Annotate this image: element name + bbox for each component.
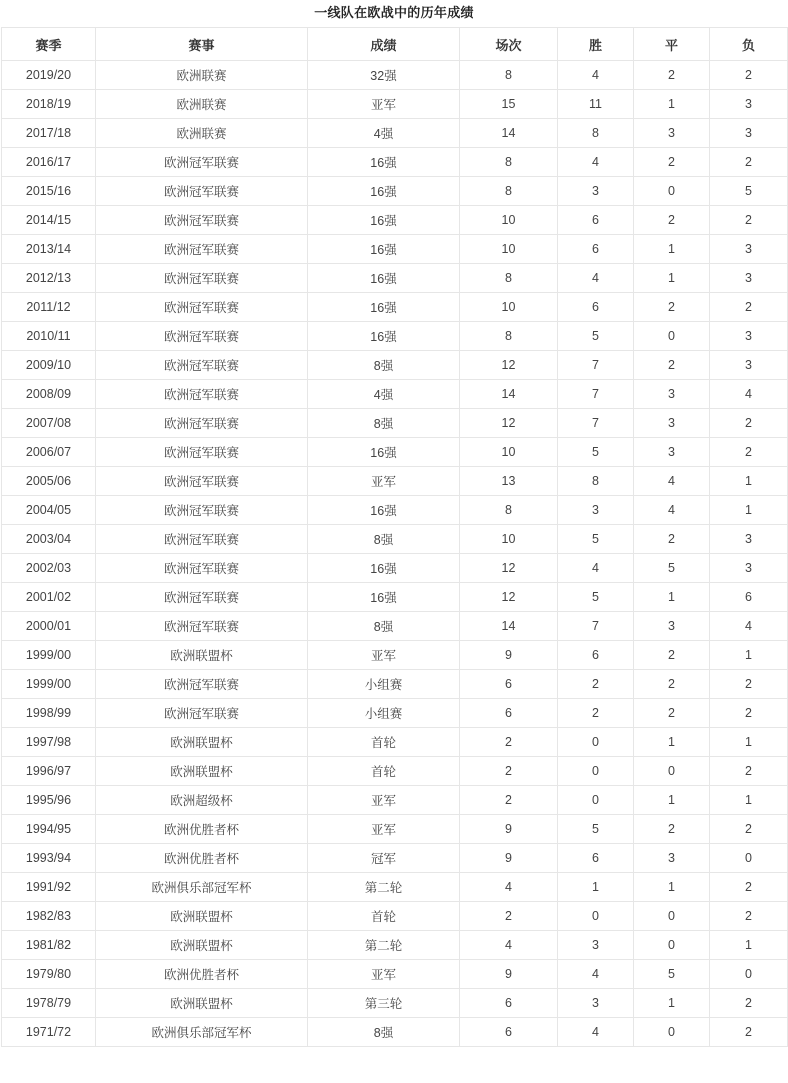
cell-season: 1996/97: [2, 757, 96, 786]
cell-draw: 1: [634, 235, 710, 264]
cell-result: 亚军: [308, 641, 460, 670]
cell-draw: 2: [634, 293, 710, 322]
cell-win: 7: [558, 612, 634, 641]
cell-season: 2016/17: [2, 148, 96, 177]
cell-loss: 3: [710, 90, 788, 119]
cell-result: 首轮: [308, 757, 460, 786]
cell-win: 4: [558, 61, 634, 90]
cell-played: 8: [460, 148, 558, 177]
cell-competition: 欧洲冠军联赛: [96, 699, 308, 728]
table-row: [2, 206, 788, 235]
cell-result: 4强: [308, 119, 460, 148]
cell-draw: 0: [634, 322, 710, 351]
cell-played: 9: [460, 844, 558, 873]
cell-played: 9: [460, 641, 558, 670]
cell-draw: 1: [634, 728, 710, 757]
cell-loss: 1: [710, 641, 788, 670]
cell-win: 4: [558, 554, 634, 583]
cell-draw: 2: [634, 148, 710, 177]
cell-season: 2001/02: [2, 583, 96, 612]
cell-played: 13: [460, 467, 558, 496]
cell-played: 2: [460, 902, 558, 931]
cell-draw: 4: [634, 496, 710, 525]
cell-draw: 5: [634, 554, 710, 583]
cell-loss: 0: [710, 844, 788, 873]
cell-win: 4: [558, 1018, 634, 1047]
cell-draw: 2: [634, 525, 710, 554]
cell-played: 10: [460, 206, 558, 235]
cell-loss: 1: [710, 467, 788, 496]
cell-season: 1991/92: [2, 873, 96, 902]
cell-played: 6: [460, 1018, 558, 1047]
table-row: [2, 699, 788, 728]
table-row: [2, 960, 788, 989]
cell-season: 2006/07: [2, 438, 96, 467]
cell-result: 第二轮: [308, 931, 460, 960]
cell-result: 16强: [308, 235, 460, 264]
cell-played: 6: [460, 670, 558, 699]
cell-result: 16强: [308, 148, 460, 177]
cell-draw: 4: [634, 467, 710, 496]
cell-played: 8: [460, 264, 558, 293]
table-row: [2, 496, 788, 525]
page-title: 一线队在欧战中的历年成绩: [314, 5, 474, 20]
cell-season: 1981/82: [2, 931, 96, 960]
cell-competition: 欧洲冠军联赛: [96, 670, 308, 699]
cell-season: 2014/15: [2, 206, 96, 235]
cell-win: 6: [558, 293, 634, 322]
cell-win: 3: [558, 177, 634, 206]
cell-win: 11: [558, 90, 634, 119]
cell-played: 2: [460, 786, 558, 815]
cell-result: 8强: [308, 612, 460, 641]
cell-season: 1979/80: [2, 960, 96, 989]
cell-played: 9: [460, 815, 558, 844]
column-header-season: 赛季: [2, 28, 96, 61]
cell-played: 8: [460, 496, 558, 525]
cell-win: 6: [558, 844, 634, 873]
table-row: [2, 757, 788, 786]
cell-win: 1: [558, 873, 634, 902]
cell-competition: 欧洲冠军联赛: [96, 554, 308, 583]
cell-result: 32强: [308, 61, 460, 90]
table-header-row: [2, 28, 788, 61]
cell-draw: 0: [634, 1018, 710, 1047]
cell-result: 第二轮: [308, 873, 460, 902]
cell-season: 2017/18: [2, 119, 96, 148]
table-row: [2, 293, 788, 322]
cell-draw: 2: [634, 670, 710, 699]
cell-draw: 3: [634, 612, 710, 641]
table-row: [2, 873, 788, 902]
cell-competition: 欧洲冠军联赛: [96, 380, 308, 409]
cell-competition: 欧洲联赛: [96, 119, 308, 148]
cell-loss: 4: [710, 380, 788, 409]
cell-competition: 欧洲联盟杯: [96, 757, 308, 786]
cell-competition: 欧洲联盟杯: [96, 989, 308, 1018]
cell-season: 2004/05: [2, 496, 96, 525]
cell-result: 亚军: [308, 960, 460, 989]
cell-competition: 欧洲冠军联赛: [96, 612, 308, 641]
column-header-draw: 平: [634, 28, 710, 61]
table-row: [2, 670, 788, 699]
cell-win: 5: [558, 583, 634, 612]
cell-result: 冠军: [308, 844, 460, 873]
cell-result: 亚军: [308, 786, 460, 815]
cell-loss: 2: [710, 902, 788, 931]
table-row: [2, 235, 788, 264]
cell-draw: 2: [634, 206, 710, 235]
table-row: [2, 90, 788, 119]
cell-loss: 3: [710, 322, 788, 351]
table-row: [2, 380, 788, 409]
cell-competition: 欧洲冠军联赛: [96, 235, 308, 264]
cell-win: 0: [558, 902, 634, 931]
cell-loss: 5: [710, 177, 788, 206]
cell-draw: 0: [634, 757, 710, 786]
cell-win: 8: [558, 467, 634, 496]
cell-win: 4: [558, 960, 634, 989]
cell-result: 首轮: [308, 902, 460, 931]
cell-season: 2005/06: [2, 467, 96, 496]
page-bottom-spacer: [0, 1047, 788, 1083]
cell-competition: 欧洲联盟杯: [96, 902, 308, 931]
cell-competition: 欧洲冠军联赛: [96, 467, 308, 496]
cell-loss: 1: [710, 786, 788, 815]
cell-played: 10: [460, 438, 558, 467]
cell-played: 4: [460, 931, 558, 960]
cell-played: 2: [460, 728, 558, 757]
cell-win: 0: [558, 757, 634, 786]
cell-played: 15: [460, 90, 558, 119]
cell-win: 5: [558, 525, 634, 554]
table-row: [2, 119, 788, 148]
cell-competition: 欧洲超级杯: [96, 786, 308, 815]
cell-draw: 2: [634, 61, 710, 90]
column-header-played: 场次: [460, 28, 558, 61]
cell-win: 4: [558, 264, 634, 293]
cell-competition: 欧洲联赛: [96, 61, 308, 90]
cell-win: 7: [558, 409, 634, 438]
cell-result: 16强: [308, 583, 460, 612]
cell-win: 2: [558, 670, 634, 699]
cell-competition: 欧洲优胜者杯: [96, 960, 308, 989]
cell-season: 2013/14: [2, 235, 96, 264]
cell-loss: 1: [710, 931, 788, 960]
cell-loss: 2: [710, 293, 788, 322]
cell-result: 8强: [308, 351, 460, 380]
cell-played: 12: [460, 409, 558, 438]
cell-draw: 1: [634, 873, 710, 902]
cell-result: 16强: [308, 293, 460, 322]
cell-loss: 2: [710, 61, 788, 90]
cell-result: 16强: [308, 322, 460, 351]
cell-draw: 2: [634, 699, 710, 728]
cell-loss: 4: [710, 612, 788, 641]
cell-result: 亚军: [308, 90, 460, 119]
cell-draw: 2: [634, 351, 710, 380]
cell-season: 1971/72: [2, 1018, 96, 1047]
cell-draw: 0: [634, 931, 710, 960]
cell-loss: 2: [710, 409, 788, 438]
table-row: [2, 264, 788, 293]
cell-result: 4强: [308, 380, 460, 409]
cell-season: 1999/00: [2, 641, 96, 670]
cell-loss: 3: [710, 119, 788, 148]
cell-played: 2: [460, 757, 558, 786]
cell-played: 4: [460, 873, 558, 902]
cell-competition: 欧洲冠军联赛: [96, 351, 308, 380]
cell-competition: 欧洲联盟杯: [96, 728, 308, 757]
cell-season: 1999/00: [2, 670, 96, 699]
cell-loss: 3: [710, 235, 788, 264]
column-header-competition: 赛事: [96, 28, 308, 61]
cell-season: 1978/79: [2, 989, 96, 1018]
cell-draw: 3: [634, 409, 710, 438]
table-row: [2, 177, 788, 206]
cell-result: 16强: [308, 438, 460, 467]
cell-season: 2019/20: [2, 61, 96, 90]
cell-competition: 欧洲俱乐部冠军杯: [96, 1018, 308, 1047]
table-row: [2, 815, 788, 844]
table-row: [2, 351, 788, 380]
cell-season: 2010/11: [2, 322, 96, 351]
cell-competition: 欧洲联盟杯: [96, 641, 308, 670]
cell-competition: 欧洲冠军联赛: [96, 148, 308, 177]
cell-played: 8: [460, 322, 558, 351]
table-row: [2, 148, 788, 177]
cell-draw: 1: [634, 583, 710, 612]
cell-result: 亚军: [308, 815, 460, 844]
cell-season: 1982/83: [2, 902, 96, 931]
cell-result: 16强: [308, 177, 460, 206]
table-row: [2, 641, 788, 670]
cell-loss: 2: [710, 206, 788, 235]
cell-played: 12: [460, 583, 558, 612]
cell-result: 亚军: [308, 467, 460, 496]
table-row: [2, 554, 788, 583]
cell-result: 第三轮: [308, 989, 460, 1018]
cell-played: 8: [460, 177, 558, 206]
cell-win: 8: [558, 119, 634, 148]
cell-draw: 3: [634, 380, 710, 409]
cell-win: 5: [558, 322, 634, 351]
cell-win: 2: [558, 699, 634, 728]
table-row: [2, 467, 788, 496]
cell-competition: 欧洲冠军联赛: [96, 293, 308, 322]
cell-competition: 欧洲冠军联赛: [96, 177, 308, 206]
cell-draw: 5: [634, 960, 710, 989]
cell-season: 2011/12: [2, 293, 96, 322]
table-body: [2, 61, 788, 1047]
cell-played: 9: [460, 960, 558, 989]
cell-played: 10: [460, 293, 558, 322]
cell-season: 2012/13: [2, 264, 96, 293]
cell-result: 首轮: [308, 728, 460, 757]
cell-loss: 2: [710, 815, 788, 844]
cell-draw: 3: [634, 119, 710, 148]
cell-played: 10: [460, 235, 558, 264]
cell-competition: 欧洲冠军联赛: [96, 409, 308, 438]
table-row: [2, 902, 788, 931]
cell-loss: 6: [710, 583, 788, 612]
column-header-loss: 负: [710, 28, 788, 61]
cell-season: 2003/04: [2, 525, 96, 554]
cell-win: 7: [558, 351, 634, 380]
cell-played: 14: [460, 119, 558, 148]
cell-loss: 2: [710, 699, 788, 728]
cell-win: 6: [558, 206, 634, 235]
cell-season: 1995/96: [2, 786, 96, 815]
cell-draw: 0: [634, 177, 710, 206]
cell-win: 3: [558, 931, 634, 960]
cell-win: 6: [558, 641, 634, 670]
cell-result: 8强: [308, 1018, 460, 1047]
cell-season: 2018/19: [2, 90, 96, 119]
column-header-win: 胜: [558, 28, 634, 61]
cell-result: 小组赛: [308, 699, 460, 728]
cell-played: 6: [460, 989, 558, 1018]
cell-season: 2000/01: [2, 612, 96, 641]
table-row: [2, 583, 788, 612]
cell-season: 2008/09: [2, 380, 96, 409]
cell-win: 5: [558, 815, 634, 844]
cell-draw: 1: [634, 989, 710, 1018]
cell-season: 2002/03: [2, 554, 96, 583]
cell-loss: 2: [710, 670, 788, 699]
table-row: [2, 989, 788, 1018]
cell-loss: 3: [710, 264, 788, 293]
table-row: [2, 438, 788, 467]
cell-win: 5: [558, 438, 634, 467]
cell-season: 1997/98: [2, 728, 96, 757]
cell-competition: 欧洲冠军联赛: [96, 322, 308, 351]
cell-draw: 1: [634, 264, 710, 293]
cell-loss: 2: [710, 1018, 788, 1047]
cell-competition: 欧洲冠军联赛: [96, 438, 308, 467]
cell-result: 小组赛: [308, 670, 460, 699]
cell-draw: 3: [634, 844, 710, 873]
cell-loss: 1: [710, 728, 788, 757]
cell-win: 0: [558, 786, 634, 815]
cell-competition: 欧洲联赛: [96, 90, 308, 119]
cell-loss: 2: [710, 989, 788, 1018]
table-header: [2, 28, 788, 61]
cell-played: 10: [460, 525, 558, 554]
cell-played: 12: [460, 351, 558, 380]
cell-result: 8强: [308, 409, 460, 438]
table-row: [2, 612, 788, 641]
cell-played: 6: [460, 699, 558, 728]
cell-loss: 2: [710, 757, 788, 786]
cell-played: 14: [460, 612, 558, 641]
column-header-result: 成绩: [308, 28, 460, 61]
table-row: [2, 322, 788, 351]
cell-win: 6: [558, 235, 634, 264]
cell-played: 8: [460, 61, 558, 90]
cell-draw: 1: [634, 786, 710, 815]
cell-loss: 3: [710, 554, 788, 583]
cell-competition: 欧洲冠军联赛: [96, 583, 308, 612]
table-row: [2, 844, 788, 873]
cell-draw: 2: [634, 815, 710, 844]
cell-season: 1993/94: [2, 844, 96, 873]
table-row: [2, 728, 788, 757]
cell-season: 2009/10: [2, 351, 96, 380]
cell-season: 1994/95: [2, 815, 96, 844]
table-row: [2, 1018, 788, 1047]
cell-loss: 2: [710, 873, 788, 902]
cell-competition: 欧洲俱乐部冠军杯: [96, 873, 308, 902]
cell-loss: 2: [710, 438, 788, 467]
cell-draw: 0: [634, 902, 710, 931]
cell-win: 3: [558, 496, 634, 525]
cell-win: 4: [558, 148, 634, 177]
table-row: [2, 409, 788, 438]
cell-draw: 1: [634, 90, 710, 119]
cell-win: 3: [558, 989, 634, 1018]
cell-competition: 欧洲优胜者杯: [96, 815, 308, 844]
cell-played: 14: [460, 380, 558, 409]
cell-loss: 0: [710, 960, 788, 989]
table-row: [2, 61, 788, 90]
european-record-table: [1, 27, 788, 1047]
cell-win: 0: [558, 728, 634, 757]
table-row: [2, 525, 788, 554]
cell-season: 2007/08: [2, 409, 96, 438]
cell-draw: 3: [634, 438, 710, 467]
cell-loss: 2: [710, 148, 788, 177]
cell-competition: 欧洲冠军联赛: [96, 206, 308, 235]
cell-season: 1998/99: [2, 699, 96, 728]
cell-competition: 欧洲冠军联赛: [96, 525, 308, 554]
table-row: [2, 931, 788, 960]
cell-result: 16强: [308, 264, 460, 293]
cell-loss: 3: [710, 525, 788, 554]
cell-result: 16强: [308, 206, 460, 235]
cell-result: 8强: [308, 525, 460, 554]
cell-competition: 欧洲优胜者杯: [96, 844, 308, 873]
cell-competition: 欧洲冠军联赛: [96, 264, 308, 293]
cell-result: 16强: [308, 496, 460, 525]
cell-draw: 2: [634, 641, 710, 670]
cell-result: 16强: [308, 554, 460, 583]
cell-competition: 欧洲联盟杯: [96, 931, 308, 960]
cell-played: 12: [460, 554, 558, 583]
cell-competition: 欧洲冠军联赛: [96, 496, 308, 525]
cell-season: 2015/16: [2, 177, 96, 206]
table-row: [2, 786, 788, 815]
cell-loss: 3: [710, 351, 788, 380]
cell-loss: 1: [710, 496, 788, 525]
cell-win: 7: [558, 380, 634, 409]
